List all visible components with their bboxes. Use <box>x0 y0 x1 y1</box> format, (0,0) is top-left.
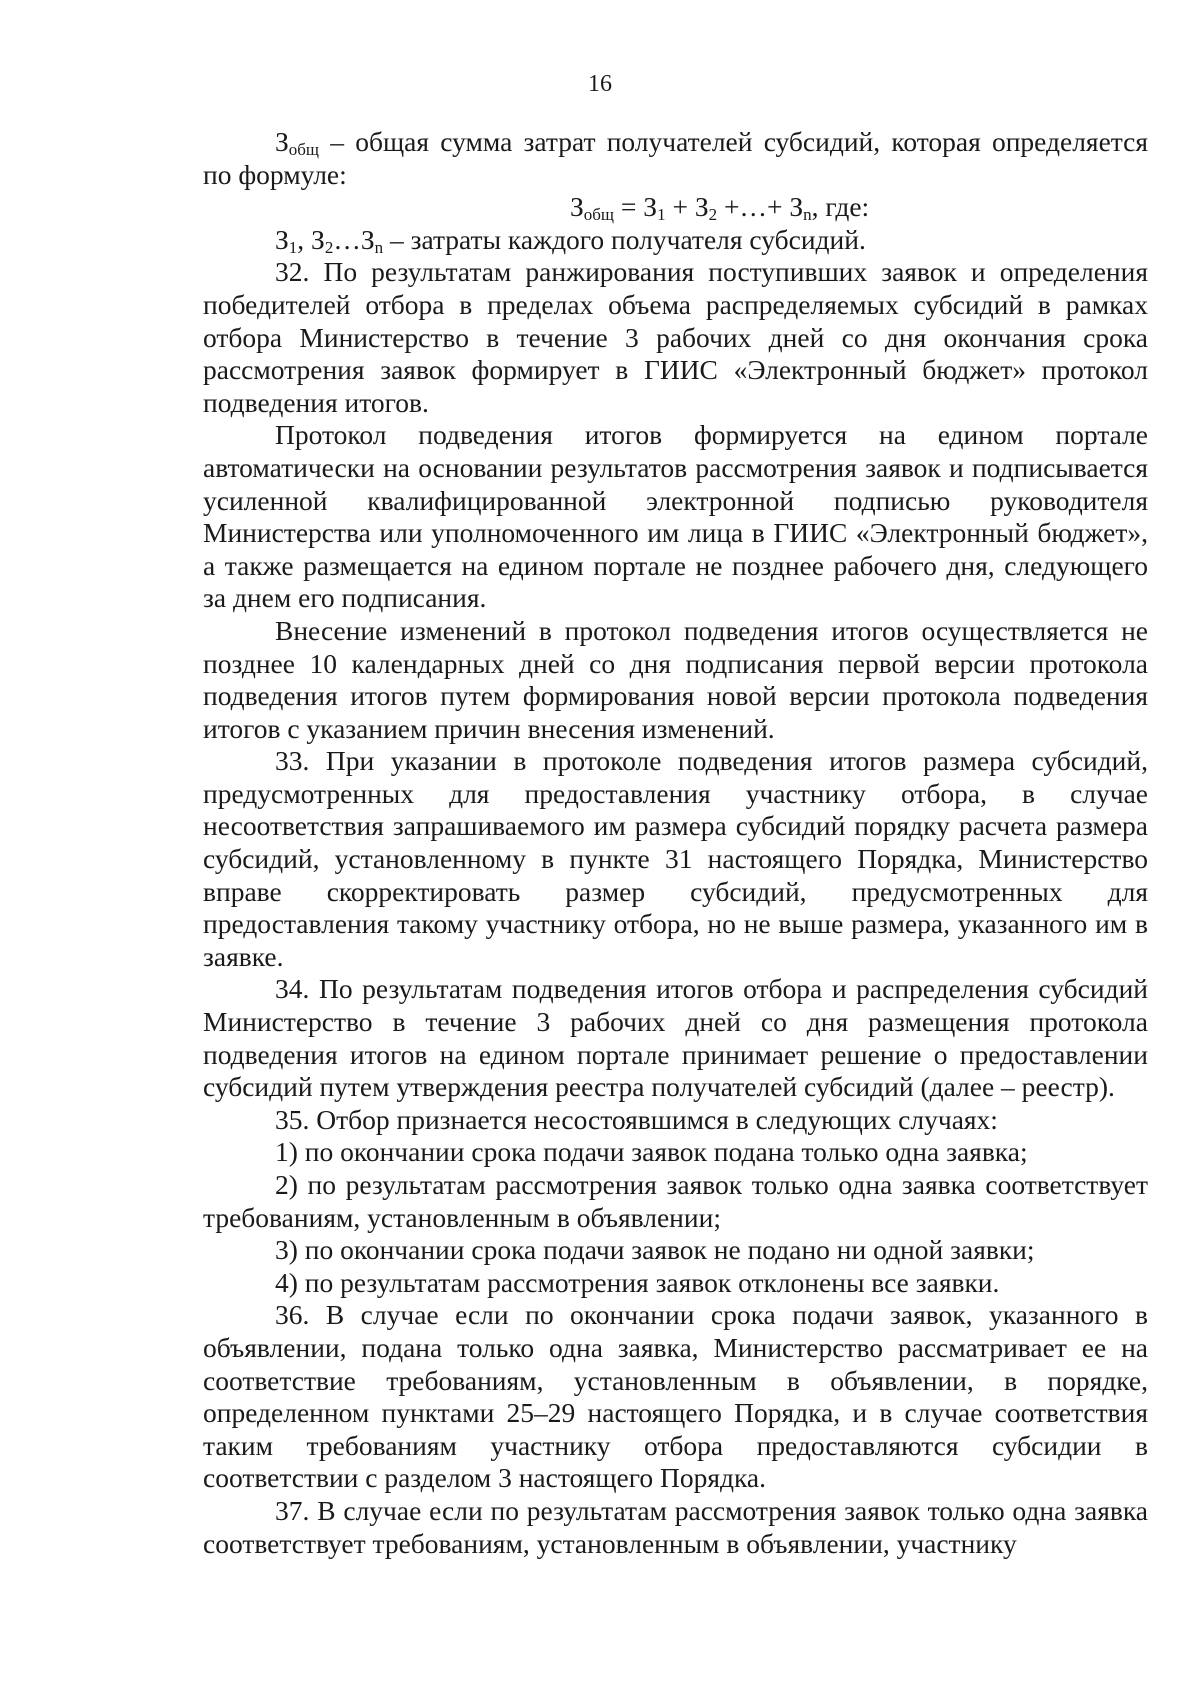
formula-z: З <box>570 191 584 223</box>
z1-sub: 1 <box>288 237 298 257</box>
symbol-subscript: общ <box>288 140 320 159</box>
formula-sub-2: 2 <box>708 205 718 225</box>
definition-text: – общая сумма затрат получателей субсидий, которая определяется по формуле: <box>203 126 1148 190</box>
formula-sub-total: общ <box>583 205 615 225</box>
paragraph-35-item-3: 3) по окончании срока подачи заявок не подано ни одной заявки; <box>275 1234 1035 1266</box>
paragraph-32-changes: Внесение изменений в протокол подведения итогов осуществляется не позднее 10 календарных дней со дня подписания первой версии протокола подведения итогов путем формирования новой версии протокола подведения итогов с указанием причин внесения изменений. <box>203 614 1148 744</box>
paragraph-32-protocol: Протокол подведения итогов формируется на едином портале автоматически на основании результатов рассмотрения заявок и подписывается усиленной квалифицированной электронной подписью руководителя Министерства или уполномоченного им лица в ГИИС «Электронный бюджет», а также размещается на едином портале не позднее рабочего дня, следующего за днем его подписания. <box>203 419 1148 614</box>
z1: З <box>275 223 289 255</box>
paragraph-34: 34. По результатам подведения итогов отбора и распределения субсидий Министерство в течение 3 рабочих дней со дня размещения протокола подведения итогов на едином портале принимает решение о предоставлении субсидий путем утверждения реестра получателей субсидий (далее – реестр). <box>203 973 1148 1103</box>
paragraph-32: 32. По результатам ранжирования поступивших заявок и определения победителей отбора в пределах объема распределяемых субсидий в рамках отбора Министерство в течение 3 рабочих дней со дня окончания срока рассмотрения заявок формирует в ГИИС «Электронный бюджет» протокол подведения итогов. <box>203 256 1148 418</box>
zn: …З <box>333 223 375 255</box>
page-number: 16 <box>588 71 612 97</box>
paragraph-35: 35. Отбор признается несостоявшимся в следующих случаях: <box>275 1103 998 1135</box>
formula-tail: , где: <box>811 191 870 223</box>
symbol-z: З <box>275 126 289 157</box>
formula-mid: +…+ З <box>717 191 804 223</box>
paragraph-total-costs-definition <box>203 126 1148 191</box>
paragraph-37: 37. В случае если по результатам рассмотрения заявок только одна заявка соответствует требованиям, установленным в объявлении, участнику <box>203 1494 1148 1559</box>
formula-eq: = З <box>614 191 658 223</box>
formula-plus: + З <box>665 191 709 223</box>
paragraph-35-item-2: 2) по результатам рассмотрения заявок только одна заявка соответствует требованиям, установленным в объявлении; <box>203 1169 1148 1233</box>
formula-sub-1: 1 <box>657 205 666 225</box>
z2-sub: 2 <box>324 237 334 257</box>
cost-formula <box>203 191 1148 224</box>
paragraph-35-item-1: 1) по окончании срока подачи заявок подана только одна заявка; <box>275 1136 1028 1168</box>
paragraph-36: 36. В случае если по окончании срока подачи заявок, указанного в объявлении, подана только одна заявка, Министерство рассматривает ее на соответствие требованиям, установленным в объявлении, в порядке, определенном пунктами 25–29 настоящего Порядка, и в случае соответствия таким требованиям участнику отбора предоставляются субсидии в соответствии с разделом 3 настоящего Порядка. <box>203 1299 1148 1494</box>
paragraph-35-item-4: 4) по результатам рассмотрения заявок отклонены все заявки. <box>275 1266 1000 1298</box>
z2: , З <box>297 223 325 255</box>
document-body <box>203 126 1148 1560</box>
paragraph-costs-each <box>203 224 1148 257</box>
paragraph-33: 33. При указании в протоколе подведения итогов размера субсидий, предусмотренных для предоставления участнику отбора, в случае несоответствия запрашиваемого им размера субсидий порядку расчета размера субсидий, установленному в пункте 31 настоящего Порядка, Министерство вправе скорректировать размер субсидий, предусмотренных для предоставления такому участнику отбора, но не выше размера, указанного им в заявке. <box>203 745 1148 972</box>
costs-each-text: – затраты каждого получателя субсидий. <box>383 223 866 255</box>
formula-sub-n: n <box>803 205 812 225</box>
zn-sub: n <box>374 237 384 257</box>
